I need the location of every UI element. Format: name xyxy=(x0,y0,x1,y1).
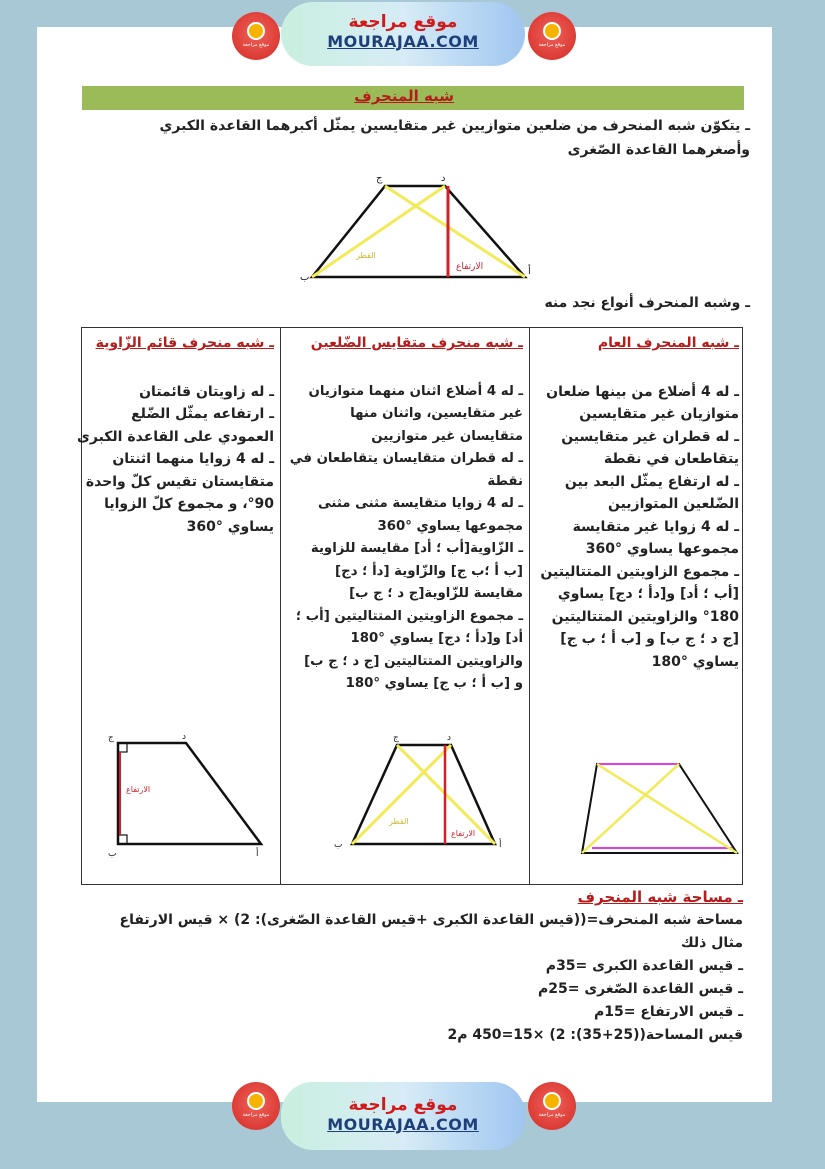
site-logo-icon: موقع مراجعة xyxy=(232,1082,280,1130)
site-banner-footer[interactable] xyxy=(281,1082,525,1150)
types-table xyxy=(77,327,743,885)
section-title: شبه المنحرف xyxy=(354,87,454,105)
svg-text:د: د xyxy=(182,732,187,742)
svg-text:الارتفاع: الارتفاع xyxy=(451,829,476,838)
svg-text:أ: أ xyxy=(499,840,502,850)
intro-text: ـ يتكوّن شبه المنحرف من ضلعين متوازيين غير متقايسين يمثّل أكبرهما القاعدة الكبري وأصغرهما القاعدة الصّغرى xyxy=(159,118,750,158)
svg-text:د: د xyxy=(447,733,452,743)
site-domain[interactable]: MOURAJAA.COM xyxy=(327,32,479,51)
site-logo-icon: موقع مراجعة xyxy=(232,12,280,60)
label-height: الارتفاع xyxy=(456,262,484,272)
column-general-trapezoid: ـ شبه المنحرف العام ـ له 4 أضلاع من بينها ضلعان متوازيان غير متقايسين ـ له قطران غير متقايسين يتقاطعان في نقطة ـ له ارتفاع يمثّل البعد بين الضّلعين المتوازيين ـ له 4 زوايا غير متقايسة مجموعها يساوي °360 ـ مجموع الزاويتين المتتاليتين [أب ؛ أد] و[دأ ؛ دج] يساوي °180 والزاويتين المتتاليتين [ج د ؛ ج ب] و [ب أ ؛ ب ج] يساوي °180 xyxy=(534,328,739,673)
column-heading: ـ شبه منحرف متقايس الضّلعين xyxy=(310,335,523,351)
svg-text:ب: ب xyxy=(108,849,117,859)
types-intro: ـ وشبه المنحرف أنواع نجد منه xyxy=(544,295,750,311)
column-heading: ـ شبه المنحرف العام xyxy=(597,335,739,351)
big-base: ـ قيس القاعدة الكبرى =35م xyxy=(545,958,743,974)
area-formula: مساحة شبه المنحرف=((قيس القاعدة الكبرى +قيس القاعدة الصّغرى): 2) × قيس الارتفاع xyxy=(119,912,743,928)
site-logo-icon: موقع مراجعة xyxy=(528,1082,576,1130)
site-name: موقع مراجعة xyxy=(348,12,458,32)
site-name: موقع مراجعة xyxy=(348,1095,458,1115)
example-label: مثال ذلك xyxy=(680,935,743,951)
label-j: ج xyxy=(376,173,383,184)
trapezoid-main-figure xyxy=(300,166,540,286)
label-a: أ xyxy=(528,266,531,277)
svg-text:ج: ج xyxy=(108,733,114,743)
small-base: ـ قيس القاعدة الصّغرى =25م xyxy=(537,981,743,997)
right-trapezoid-figure xyxy=(106,728,271,863)
svg-text:الارتفاع: الارتفاع xyxy=(126,785,151,794)
svg-text:ب: ب xyxy=(334,840,343,850)
column-right-trapezoid: ـ شبه منحرف قائم الزّاوية ـ له زاويتان قائمتان ـ ارتفاعه يمثّل الضّلع العمودي على القاعدة الكبرى ـ له 4 زوايا منهما اثنتان متقايستان تقيس كلّ واحدة °90، و مجموع كلّ الزوايا يساوي °360 xyxy=(88,328,274,538)
section-title-bar xyxy=(82,86,744,110)
site-banner[interactable] xyxy=(281,2,525,66)
svg-text:القطر: القطر xyxy=(389,817,409,826)
svg-text:أ: أ xyxy=(256,849,259,859)
area-title: ـ مساحة شبه المنحرف xyxy=(577,888,743,906)
svg-text:ج: ج xyxy=(393,733,399,743)
label-diagonal: القطر xyxy=(356,251,376,260)
column-heading: ـ شبه منحرف قائم الزّاوية xyxy=(95,335,274,351)
height-value: ـ قيس الارتفاع =15م xyxy=(594,1004,743,1020)
site-domain[interactable]: MOURAJAA.COM xyxy=(327,1115,479,1134)
isosceles-trapezoid-figure xyxy=(327,728,527,853)
label-b: ب xyxy=(300,272,310,283)
site-logo-icon: موقع مراجعة xyxy=(528,12,576,60)
area-section xyxy=(88,886,743,1047)
general-trapezoid-figure xyxy=(537,748,742,863)
column-isosceles-trapezoid: ـ شبه منحرف متقايس الضّلعين ـ له 4 أضلاع اثنان منهما متوازيان غير متقايسين، واثنان منها متقايسان غير متوازيين ـ له قطران متقايسان يتقاطعان في نقطة ـ له 4 زوايا متقايسة مثنى مثنى مجموعها يساوي °360 ـ الزّاوية[أب ؛ أد] مقايسة للزاوية [ب أ ؛ب ج] والزّاوية [دأ ؛ دج] مقايسة للزّاوية[ج د ؛ ج ب] ـ مجموع الزاويتين المتتاليتين [أب ؛ أد] و[دأ ؛ دج] يساوي °180 والزاويتين المتتاليتين [ج د ؛ ج ب] و [ب أ ؛ ب ج] يساوي °180 xyxy=(285,328,523,696)
label-d: د xyxy=(441,173,446,184)
area-result: قيس المساحة((25+35): 2) ×15=450 م2 xyxy=(447,1027,743,1043)
